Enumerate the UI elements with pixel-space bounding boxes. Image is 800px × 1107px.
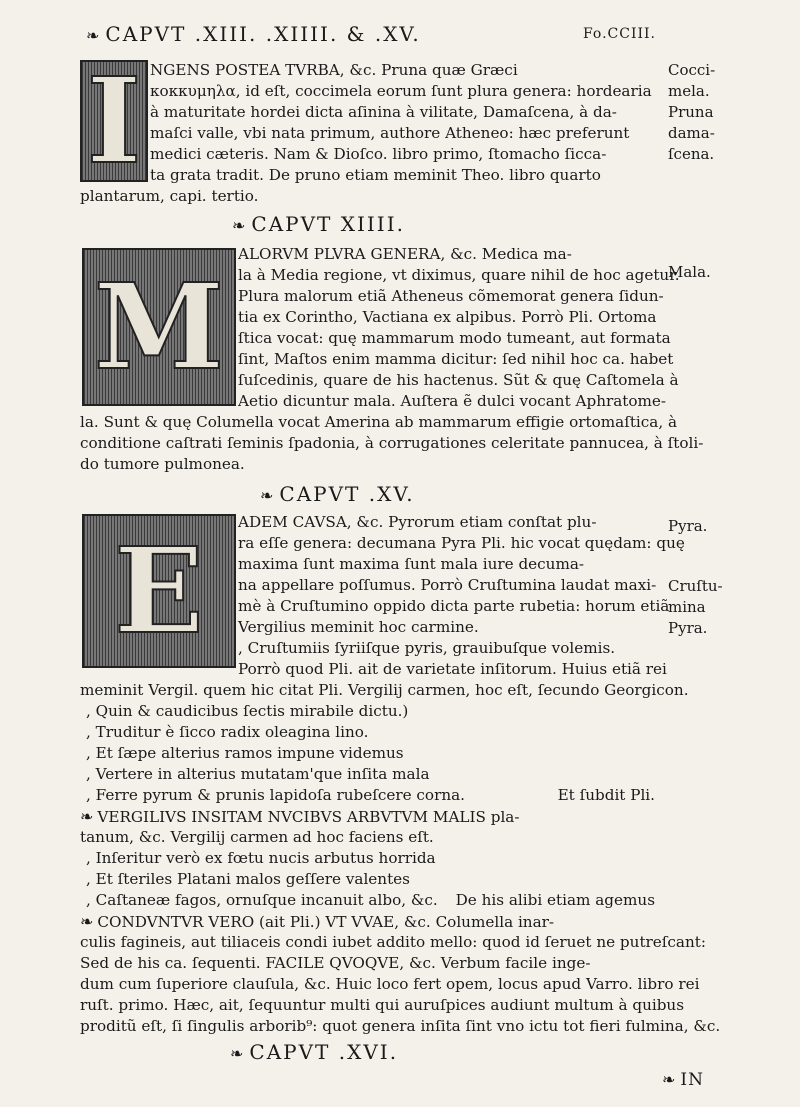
- fleuron-icon: ❧: [80, 807, 94, 826]
- fleuron-icon: ❧: [80, 912, 94, 931]
- text-line: κοκκυμηλα, id eſt, coccimela eorum ſunt plura genera: hordearia: [150, 82, 652, 100]
- text-line: Porrò quod Pli. ait de varietate inſitorum. Huius etiã rei: [238, 660, 667, 678]
- fleuron-icon: ❧: [86, 26, 102, 45]
- text-line: maſci valle, vbi nata primum, authore Atheneo: hæc preferunt: [150, 124, 630, 142]
- text-line: ra eſſe genera: decumana Pyra Pli. hic vocat quędam: quę: [238, 534, 685, 552]
- text-line: NGENS POSTEA TVRBA, &c. Pruna quæ Græci: [150, 61, 518, 79]
- verse-line: , Quin & caudicibus ſectis mirabile dictu.): [86, 702, 409, 720]
- text-line: tanum, &c. Vergilij carmen ad hoc faciens eſt.: [80, 828, 434, 846]
- fleuron-icon: ❧: [230, 1044, 246, 1063]
- lemma-line: ❧ VERGILIVS INSITAM NVCIBVS ARBVTVM MALIS pla-: [80, 807, 520, 826]
- fleuron-icon: ❧: [662, 1070, 677, 1089]
- decorated-initial-m: M: [82, 248, 236, 406]
- decorated-initial-i: I: [80, 60, 148, 182]
- text-line: culis fagineis, aut tiliaceis condi iubet addito mello: quod id ſeruet ne putreſcant:: [80, 933, 706, 951]
- verse-line: , Inſeritur verò ex fœtu nucis arbutus horrida: [86, 849, 436, 867]
- text-line: do tumore pulmonea.: [80, 455, 245, 473]
- fleuron-icon: ❧: [260, 486, 276, 505]
- text-line: à maturitate hordei dicta aſinina à vilitate, Damaſcena, à da-: [150, 103, 617, 121]
- margin-note-coccimela: Cocci- mela. Pruna dama- ſcena.: [668, 61, 716, 163]
- text-line: maxima ſunt maxima ſunt mala iure decuma-: [238, 555, 585, 573]
- section3-tail: [80, 680, 721, 1037]
- text-line: la à Media regione, vt diximus, quare nihil de hoc agetur.: [238, 266, 680, 284]
- text-line: ALORVM PLVRA GENERA, &c. Medica ma-: [238, 245, 572, 263]
- chapter-heading-xv: ❧ CAPVT .XV.: [260, 482, 415, 506]
- running-head-title: CAPVT .XIII. .XIIII. & .XV.: [105, 22, 421, 46]
- fleuron-icon: ❧: [232, 216, 248, 235]
- section1-text: [150, 60, 655, 186]
- catchword: ❧ IN: [662, 1070, 704, 1090]
- margin-note-pyra: Pyra.: [668, 517, 708, 535]
- text-line: , Cruſtumiis ſyriiſque pyris, grauibuſque volemis.: [238, 639, 616, 657]
- section2-text: [238, 244, 680, 412]
- text-line: ta grata tradit. De pruno etiam meminit Theo. libro quarto: [150, 166, 601, 184]
- text-line: ſuſcedinis, quare de his hactenus. Sũt & quę Caſtomela à: [238, 371, 679, 389]
- verse-line: , Et ſæpe alterius ramos impune videmus: [86, 744, 404, 762]
- inline-note: Et ſubdit Pli.: [557, 786, 655, 804]
- section3-text: [238, 512, 685, 680]
- text-line: ſint, Maſtos enim mamma dicitur: ſed nihil hoc ca. habet: [238, 350, 674, 368]
- chapter-heading-xvi: ❧ CAPVT .XVI.: [230, 1040, 399, 1064]
- text-line: medici cæteris. Nam & Dioſco. libro primo, ſtomacho ſicca-: [150, 145, 607, 163]
- text-line: Sed de his ca. ſequenti. FACILE QVOQVE, &c. Verbum facile inge-: [80, 954, 591, 972]
- text-line: ruſt. primo. Hæc, ait, ſequuntur multi qui auruſpices audiunt multum à quibus: [80, 996, 685, 1014]
- chapter-heading-xiiii: ❧ CAPVT XIIII.: [232, 212, 405, 236]
- text-line: Vergilius meminit hoc carmine.: [238, 618, 479, 636]
- verse-line: , Vertere in alterius mutatam'que inſita mala: [86, 765, 430, 783]
- text-line: ſtica vocat: quę mammarum modo tumeant, aut formata: [238, 329, 671, 347]
- text-line: Aetio dicuntur mala. Auſtera ẽ dulci vocant Aphratome-: [238, 392, 667, 410]
- text-line: na appellare poſſumus. Porrò Cruſtumina laudat maxi-: [238, 576, 657, 594]
- text-line: meminit Vergil. quem hic citat Pli. Vergilij carmen, hoc eſt, ſecundo Georgicon.: [80, 681, 689, 699]
- verse-line: , Et ſteriles Platani malos geſſere valentes: [86, 870, 410, 888]
- text-line: plantarum, capi. tertio.: [80, 187, 259, 205]
- text-line: proditũ eſt, ſi ſingulis arborib⁹: quot genera inſita ſint vno ictu tot fieri fulmina, &c.: [80, 1017, 721, 1035]
- lemma-line: ❧ CONDVNTVR VERO (ait Pli.) VT VVAE, &c. Columella inar-: [80, 912, 555, 931]
- text-line: ADEM CAVSA, &c. Pyrorum etiam conſtat plu-: [238, 513, 597, 531]
- margin-note-mala: Mala.: [668, 263, 711, 281]
- verse-line: , Ferre pyrum & prunis lapidoſa rubeſcere corna. Et ſubdit Pli.: [86, 786, 655, 804]
- text-line: la. Sunt & quę Columella vocat Amerina ab mammarum effigie ortomaſtica, à: [80, 413, 678, 431]
- section2-tail: [80, 412, 704, 475]
- text-line: conditione caſtrati ſeminis ſpadonia, à corrugationes celeritate pannucea, à ſtoli-: [80, 434, 704, 452]
- text-line: dum cum ſuperiore clauſula, &c. Huic loco fert opem, locus apud Varro. libro rei: [80, 975, 700, 993]
- decorated-initial-e: E: [82, 514, 236, 668]
- margin-note-crustumina: Cruſtu- mina Pyra.: [668, 577, 723, 637]
- verse-line: , Truditur è ſicco radix oleagina lino.: [86, 723, 369, 741]
- inline-note: De his alibi etiam agemus: [455, 891, 655, 909]
- verse-line: , Caſtaneæ fagos, ornuſque incanuit albo, &c. De his alibi etiam agemus: [86, 891, 655, 909]
- text-line: tia ex Corintho, Vactiana ex alpibus. Porrò Pli. Ortoma: [238, 308, 657, 326]
- text-line: mè à Cruſtumino oppido dicta parte rubetia: horum etiã: [238, 597, 670, 615]
- running-head: [86, 22, 656, 46]
- folio-number: Fo.CCIII.: [582, 26, 656, 42]
- section1-tail: [80, 186, 655, 207]
- text-line: Plura malorum etiã Atheneus cõmemorat genera ſidun-: [238, 287, 664, 305]
